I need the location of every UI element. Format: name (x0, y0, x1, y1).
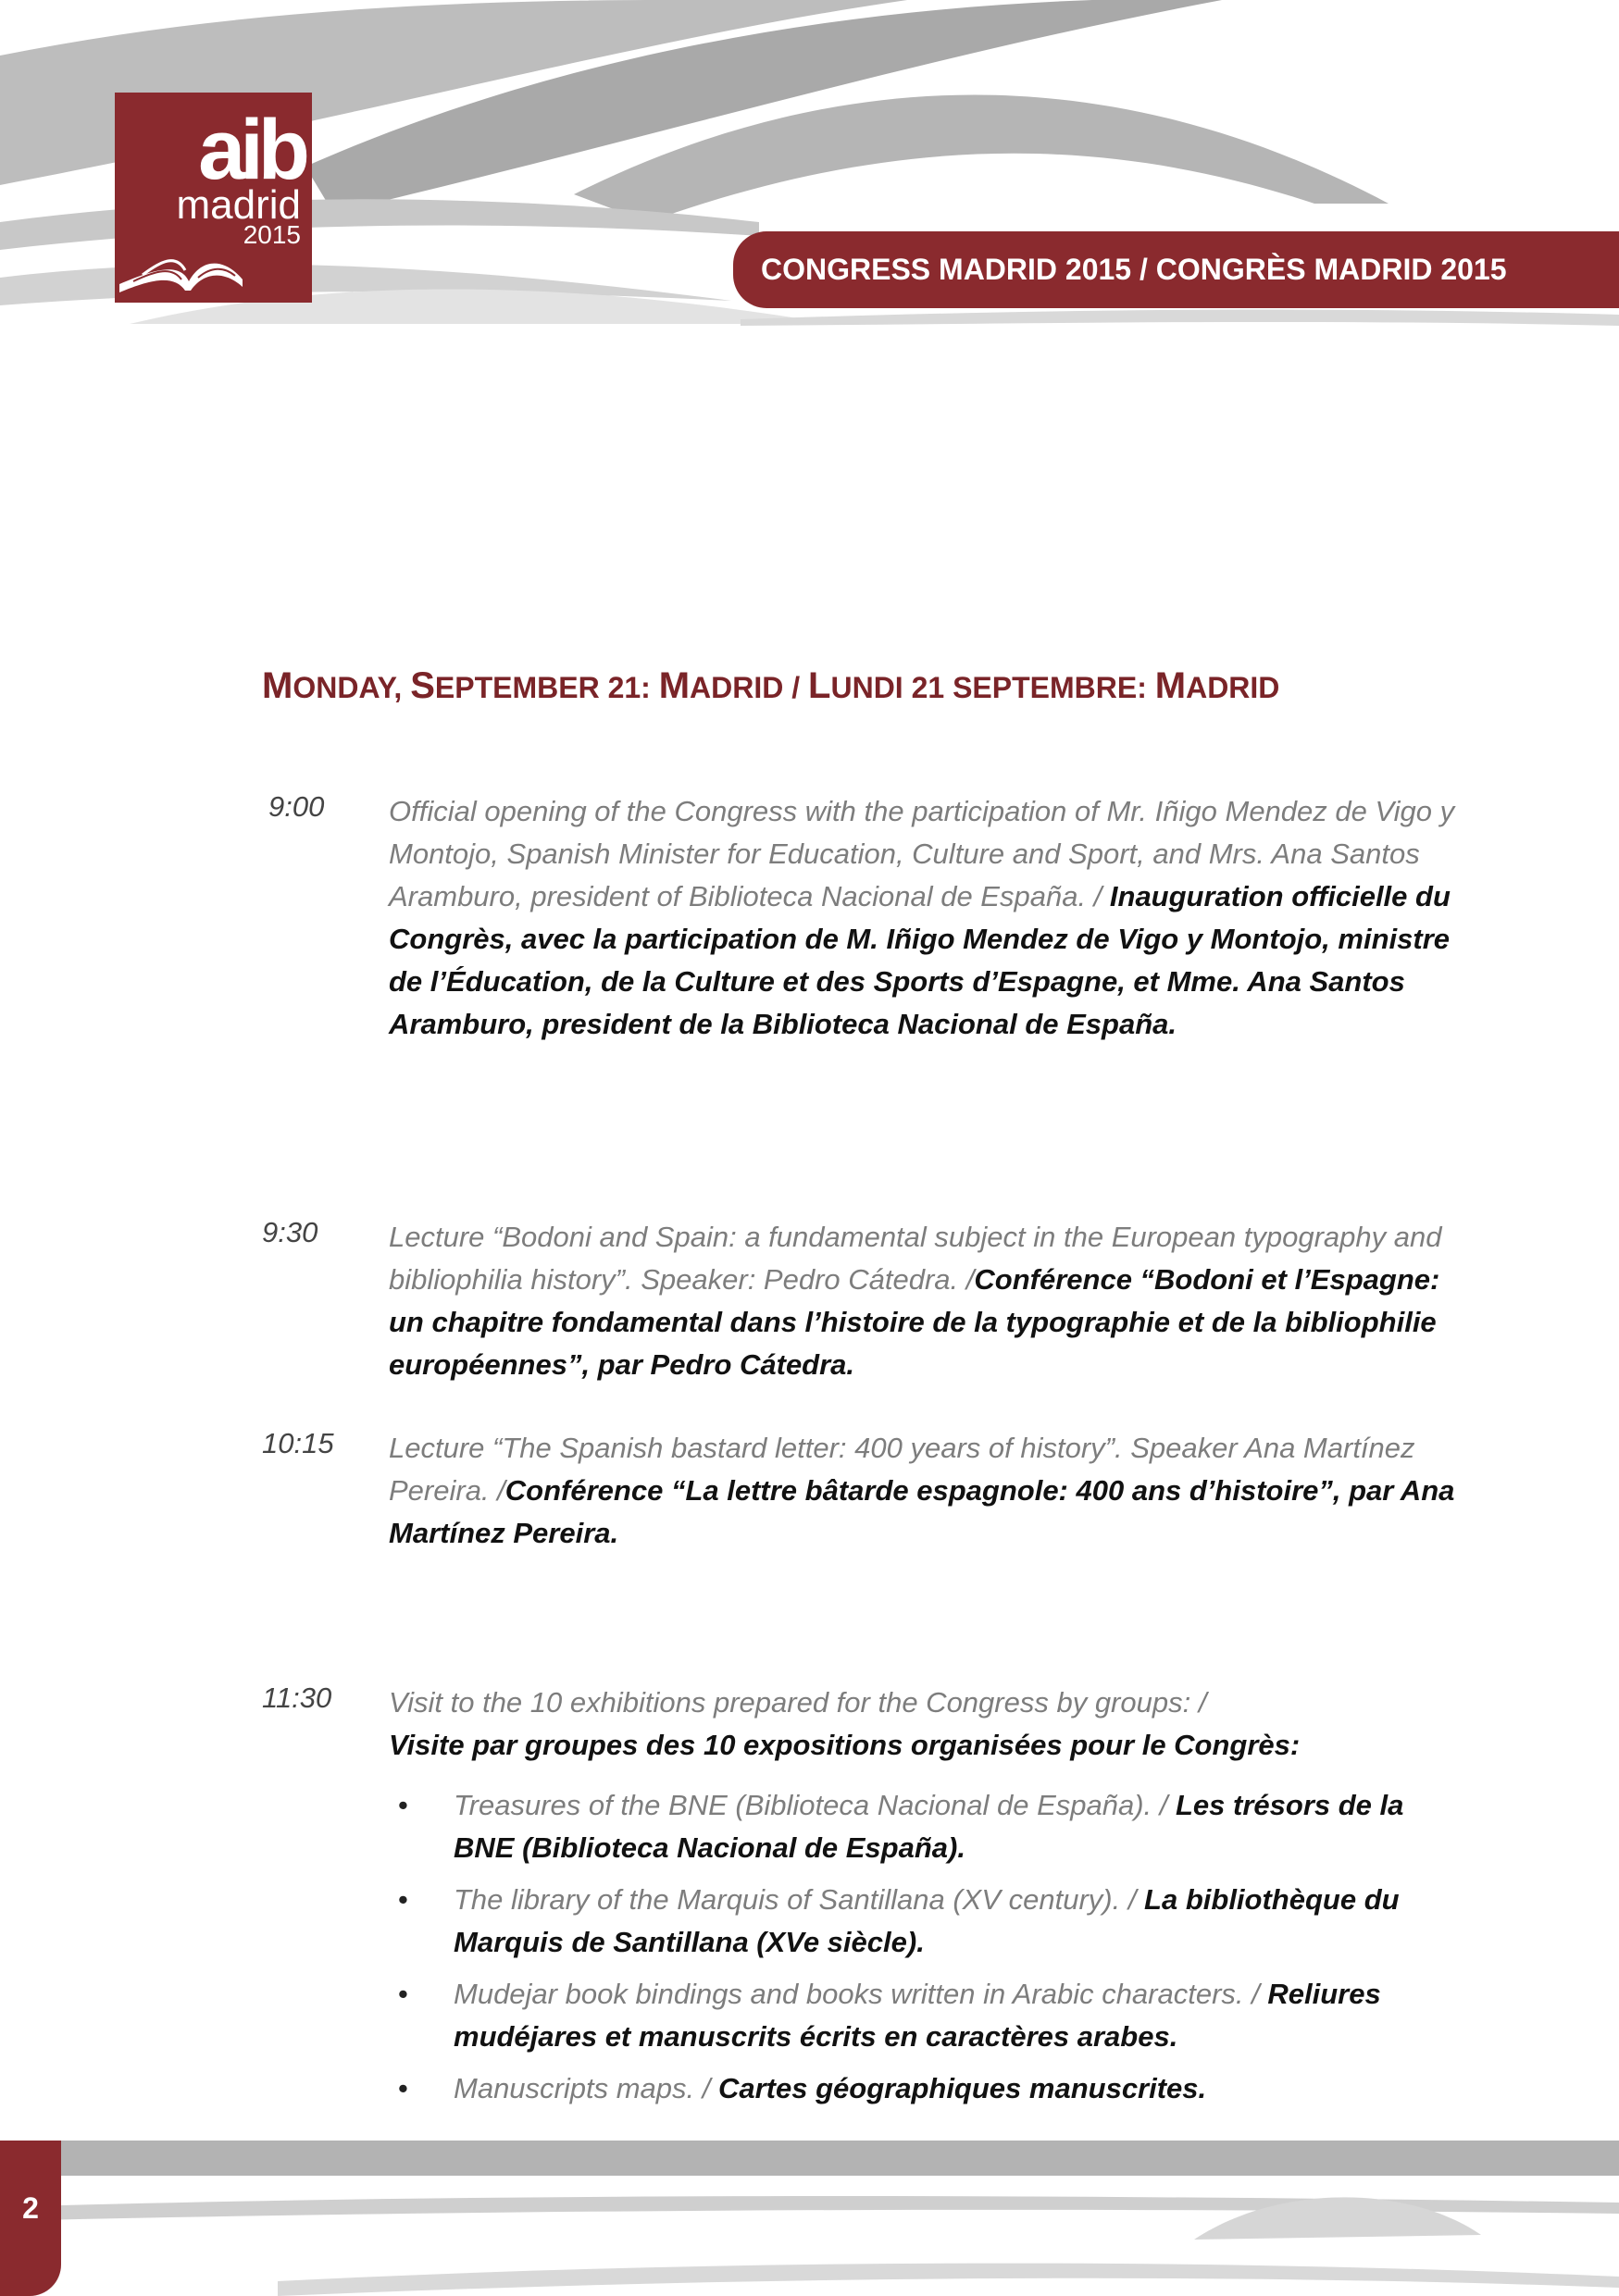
event-description (389, 790, 1481, 1046)
list-item: • Treasures of the BNE (Biblioteca Nacional de España). / Les trésors de la BNE (Biblioteca Nacional de España). (398, 1784, 1463, 1869)
congress-banner: CONGRESS MADRID 2015 / CONGRÈS MADRID 2015 (733, 231, 1619, 308)
open-book-icon (115, 233, 244, 298)
event-description (389, 1682, 1481, 1767)
logo-aib-text: aib (198, 103, 305, 197)
bullet-icon: • (398, 2072, 408, 2104)
event-french-text: Conférence “Bodoni et l’Espagne: un chapitre fondamental dans l’histoire de la typographie et de la bibliophilie européennes”, par Pedro Cátedra. (389, 1263, 1440, 1381)
event-description (389, 1427, 1481, 1555)
event-french-text: Visite par groupes des 10 expositions organisées pour le Congrès: (389, 1729, 1301, 1761)
event-description (389, 1216, 1481, 1386)
day-title: MONDAY, SEPTEMBER 21: MADRID / LUNDI 21 SEPTEMBRE: MADRID (262, 665, 1280, 706)
bullet-icon: • (398, 1789, 408, 1821)
aib-madrid-logo (115, 93, 312, 303)
bullet-icon: • (398, 1883, 408, 1916)
event-english-text: Lecture “The Spanish bastard letter: 400 years of history”. Speaker Ana Martínez Pereira. / (389, 1432, 1415, 1507)
list-item: • Mudejar book bindings and books written in Arabic characters. / Reliures mudéjares et manuscrits écrits en caractères arabes. (398, 1973, 1463, 2058)
exhibition-list (398, 1784, 1463, 2119)
page-number: 2 (22, 2191, 39, 2225)
event-time: 11:30 (262, 1682, 332, 1714)
logo-madrid-text: madrid (176, 182, 301, 228)
event-english-text: Official opening of the Congress with the participation of Mr. Iñigo Mendez de Vigo y Montojo, Spanish Minister for Education, Culture and Sport, and Mrs. Ana Santos Aramburo, president of Biblioteca Nacional de España. / (389, 795, 1455, 912)
event-french-text: Inauguration officielle du Congrès, avec la participation de M. Iñigo Mendez de Vigo y Montojo, ministre de l’Éducation, de la Culture et des Sports d’Espagne, et Mme. Ana Santos Aramburo, president de la Biblioteca Nacional de España. (389, 880, 1451, 1040)
bullet-icon: • (398, 1978, 408, 2010)
logo-year-text: 2015 (243, 220, 301, 249)
footer-decoration (0, 2128, 1619, 2296)
list-item: • The library of the Marquis of Santillana (XV century). / La bibliothèque du Marquis de Santillana (XVe siècle). (398, 1879, 1463, 1964)
event-english-text: Lecture “Bodoni and Spain: a fundamental subject in the European typography and bibliophilia history”. Speaker: Pedro Cátedra. / (389, 1221, 1442, 1296)
event-english-text: Visit to the 10 exhibitions prepared for the Congress by groups: / (389, 1686, 1207, 1719)
event-time: 9:00 (268, 790, 325, 823)
list-item: • Manuscripts maps. / Cartes géographiques manuscrites. (398, 2067, 1463, 2110)
event-french-text: Conférence “La lettre bâtarde espagnole: 400 ans d’histoire”, par Ana Martínez Pereira. (389, 1474, 1455, 1549)
event-time: 10:15 (262, 1427, 334, 1459)
event-time: 9:30 (262, 1216, 318, 1248)
